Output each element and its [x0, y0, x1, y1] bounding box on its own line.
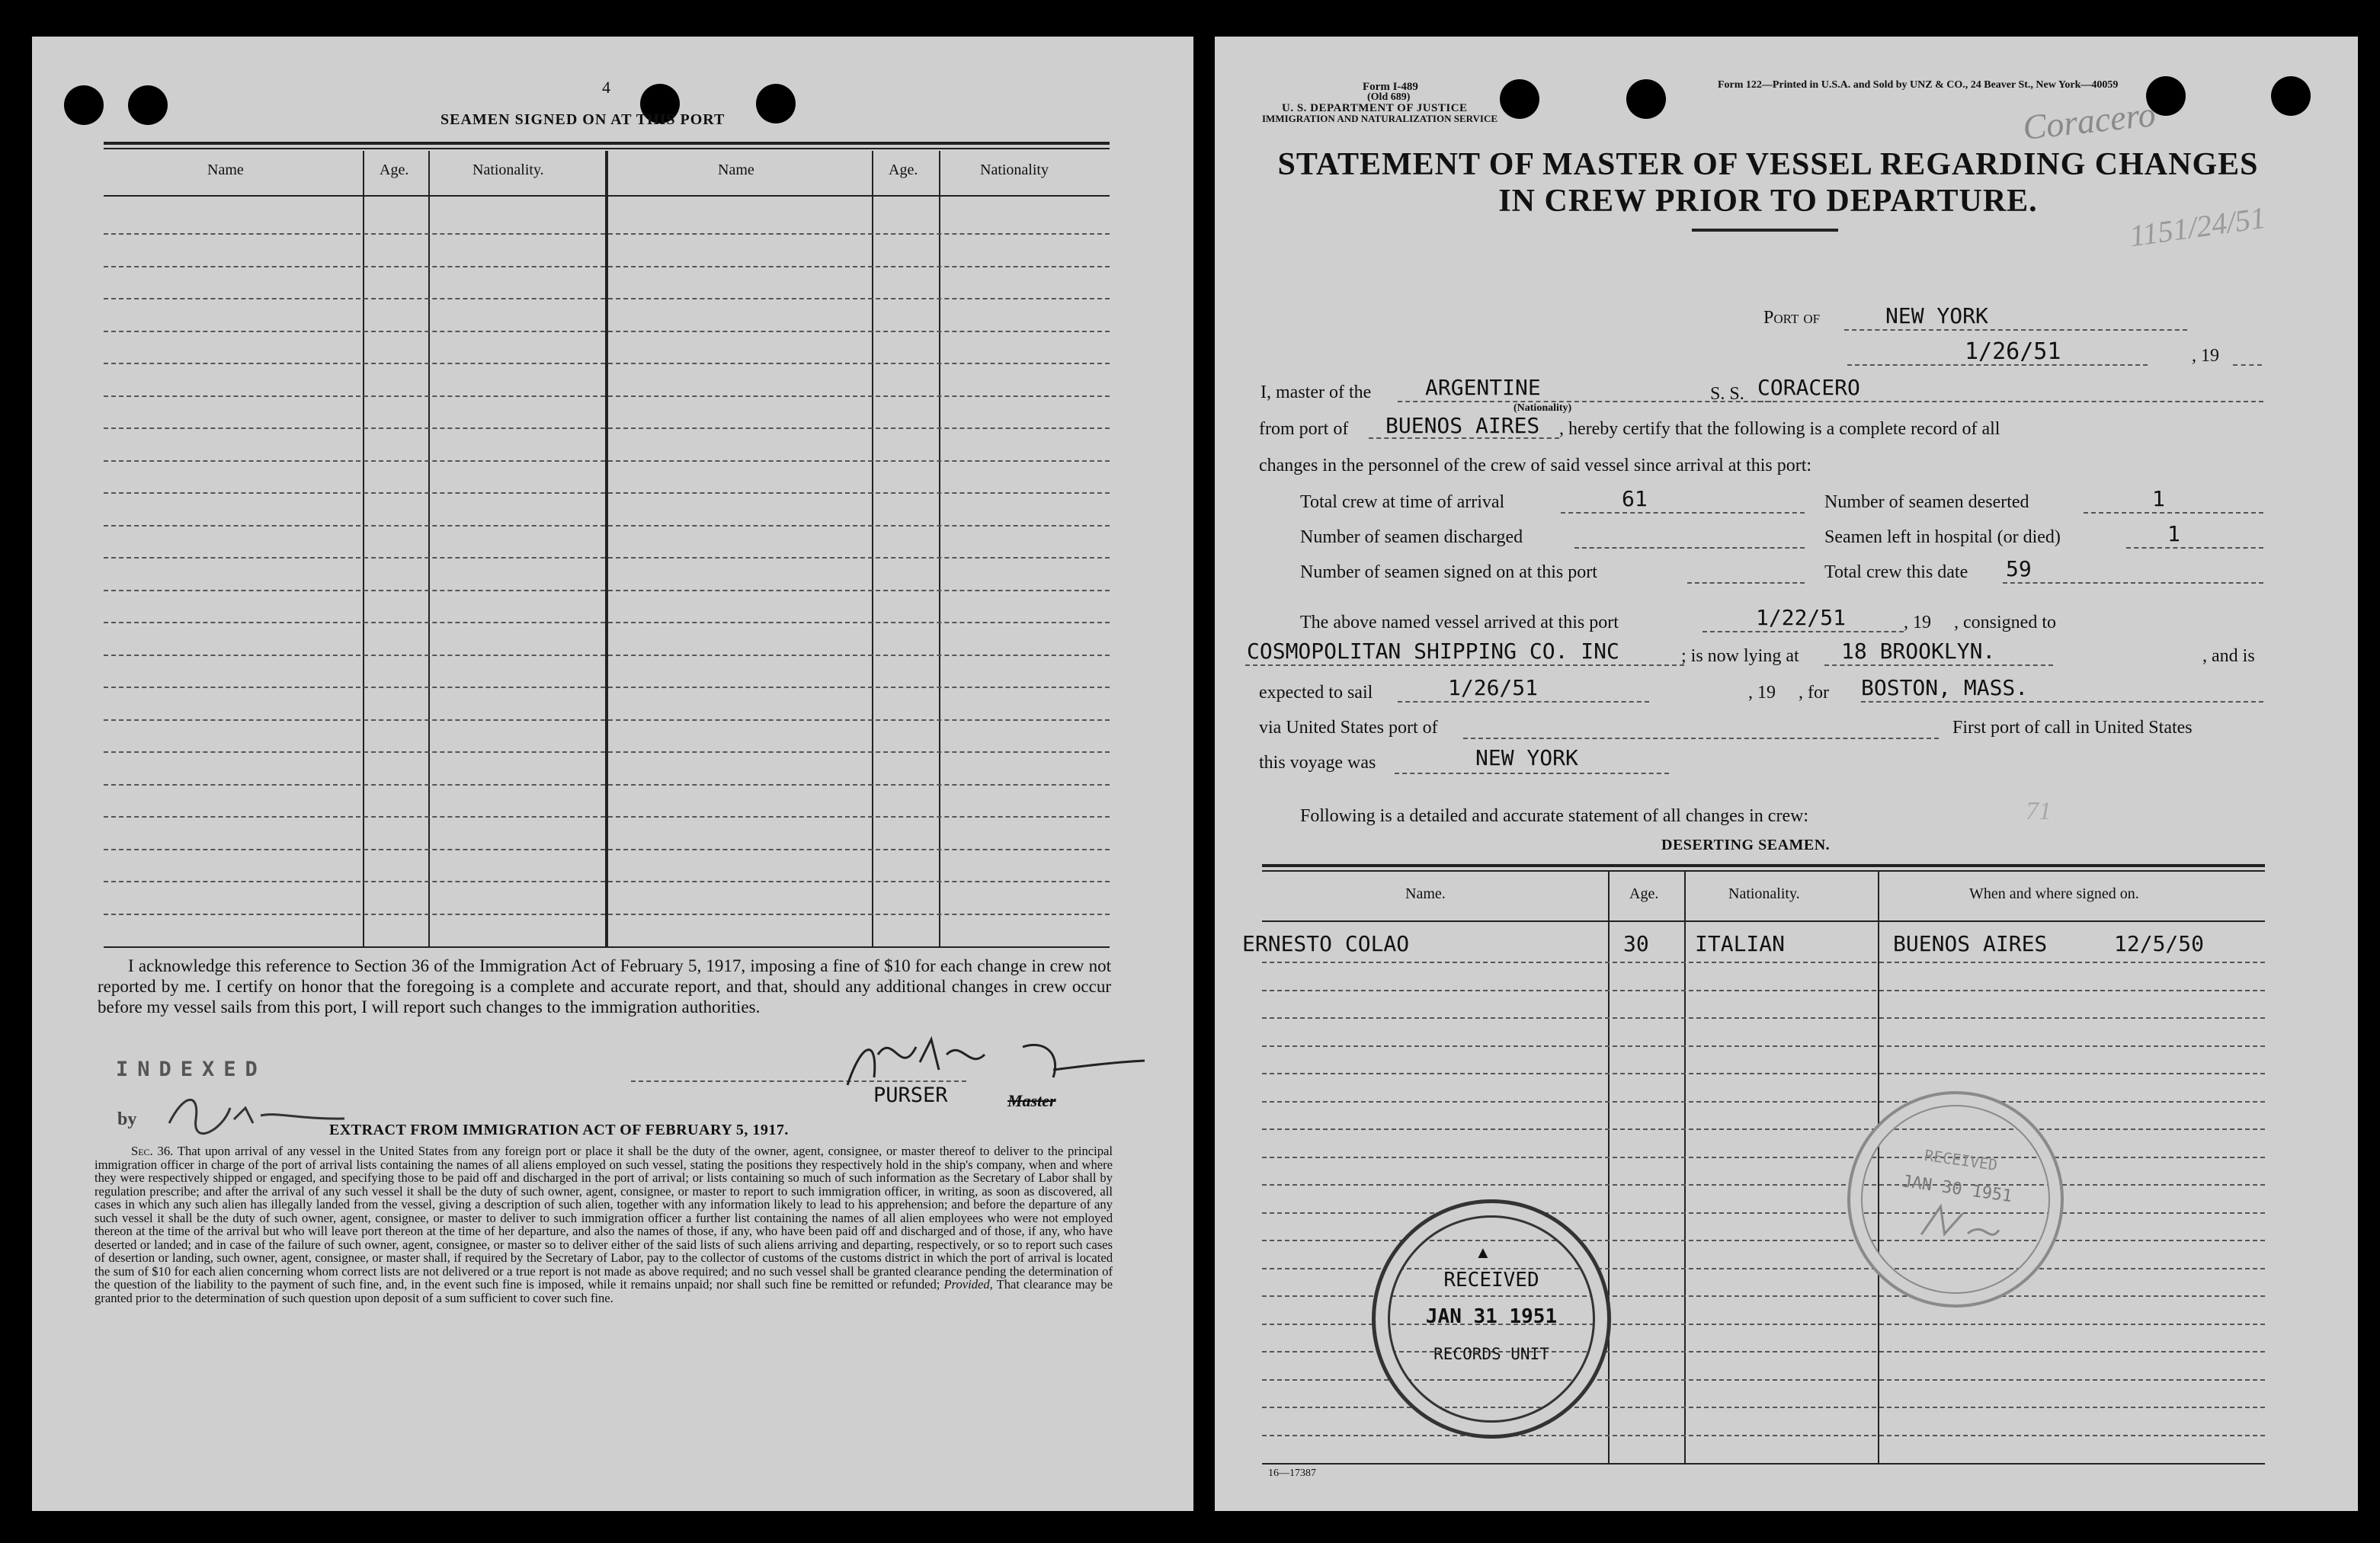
hospital-label: Seamen left in hospital (or died)	[1824, 527, 2061, 547]
ruled-line	[104, 590, 1110, 591]
ss-label: S. S.	[1710, 384, 1744, 404]
stamp-received-title: RECEIVED	[1443, 1269, 1539, 1292]
ruled-line	[104, 233, 1110, 235]
consigned-label: , 19 , consigned to	[1904, 613, 2056, 632]
punch-hole	[756, 84, 796, 123]
destination-value: BOSTON, MASS.	[1861, 675, 2029, 700]
punch-hole	[128, 85, 168, 125]
column-header-name: Name	[718, 162, 754, 178]
stamp-records-unit: RECORDS UNIT	[1433, 1345, 1549, 1363]
ruled-line	[1262, 1045, 2265, 1047]
ruled-line	[1262, 1157, 2265, 1158]
punch-hole	[1626, 79, 1666, 119]
stamp-received-date: JAN 31 1951	[1425, 1305, 1558, 1328]
form-footer-number: 16—17387	[1268, 1468, 1316, 1479]
ruled-line	[104, 395, 1110, 397]
extract-body: Sec. 36. That upon arrival of any vessel in the United States from any foreign port or place it shall be the duty of the owner, agent, consignee, or master thereof to deliver to the principal immigration officer in charge of the port of arrival lists containing the names of all aliens employed on such vessel, stating the positions they respectively hold in the ship's company, when and where they were respectively shipped or engaged, and specifying those to be paid off and discharged in the port of arrival; or lists containing so much of such information as the Secretary of Labor shall by regulation prescribe; and after the arrival of any such vessel it shall be the duty of such owner, agent, consignee, or master to report to such immigration officer, in writing, as soon as discovered, all cases in which any such alien has illegally landed from the vessel, giving a description of such alien, together with any information likely to lead to his apprehension; and before the departure of any such vessel it shall be the duty of such owner, agent, consignee, or master to deliver to such immigration officer a further list containing the names of all alien employees who were not employed thereon at the time of the arrival but who will leave port thereon at the time of her departure, and also the names of those, if any, who have been paid off and discharged and of those, if any, who have deserted or landed; and in case of the failure of such owner, agent, consignee, or master so to deliver either of the said lists of such aliens arriving and departing, respectively, or so to report such cases of desertion or landing, such owner, agent, consignee, or master shall, if required by the Secretary of Labor, pay to the collector of customs of the customs district in which the port of arrival is located the sum of $10 for each alien concerning whom correct lists are not delivered or a true report is not made as above required; and no such vessel shall be granted clearance pending the determination of the question of the liability to the payment of such fine, and, in the event such fine is imposed, while it remains unpaid; nor shall such fine be remitted or refunded; Provided, That clearance may be granted prior to the determination of such question upon deposit of a sum sufficient to cover such fine.	[94, 1144, 1113, 1305]
service-name: IMMIGRATION AND NATURALIZATION SERVICE	[1262, 113, 1498, 124]
port-value: NEW YORK	[1885, 303, 1988, 328]
voyage-label: this voyage was	[1259, 753, 1376, 773]
form-number: Form I-489	[1363, 81, 1418, 93]
ruled-line	[104, 784, 1110, 786]
ruled-line	[104, 719, 1110, 721]
ruled-line	[1262, 1435, 2265, 1436]
ruled-line	[104, 849, 1110, 850]
lying-label: ; is now lying at	[1681, 646, 1799, 666]
ruled-line	[104, 363, 1110, 364]
column-header-nationality: Nationality	[980, 162, 1049, 178]
ruled-line	[1262, 1128, 2265, 1130]
voyage-value: NEW YORK	[1475, 745, 1578, 770]
master-label: I, master of the	[1260, 383, 1372, 402]
left-page	[32, 37, 1193, 1511]
ruled-line	[104, 687, 1110, 688]
column-header-name: Name	[207, 162, 244, 178]
certification-text: I acknowledge this reference to Section 36 of the Immigration Act of February 5, 1917, imposing a fine of $10 for each change in crew not reported by me. I certify on honor that the foregoing is a complete and accurate report, and that, should any additional changes in crew occur before my vessel sails from this port, I will report such changes to the immigration authorities.	[98, 956, 1111, 1016]
ruled-line	[1262, 1017, 2265, 1019]
vessel-nationality: ARGENTINE	[1425, 375, 1541, 400]
ruled-line	[1262, 1101, 2265, 1103]
deserted-label: Number of seamen deserted	[1824, 492, 2029, 512]
ruled-line	[104, 331, 1110, 332]
pencil-mark: 71	[2026, 797, 2052, 825]
deserter-age: 30	[1623, 931, 1649, 956]
statement-date: 1/26/51	[1965, 338, 2061, 365]
date-suffix: , 19	[2192, 346, 2219, 366]
ruled-line	[104, 427, 1110, 429]
purser-title: PURSER	[873, 1084, 948, 1107]
lying-value: 18 BROOKLYN.	[1841, 639, 1996, 664]
table-header-signed-on: When and where signed on.	[1969, 885, 2139, 902]
ruled-line	[1262, 990, 2265, 991]
via-label: via United States port of	[1259, 718, 1438, 738]
vessel-name: CORACERO	[1757, 375, 1860, 400]
faint-received-stamp	[1834, 1077, 2078, 1322]
column-header-age: Age.	[380, 162, 409, 178]
ruled-line	[104, 460, 1110, 462]
form-title: STATEMENT OF MASTER OF VESSEL REGARDING CHANGES IN CREW PRIOR TO DEPARTURE.	[1277, 147, 2259, 219]
page-number: 4	[602, 78, 610, 97]
column-header-age: Age.	[889, 162, 918, 178]
deserter-name: ERNESTO COLAO	[1242, 931, 1410, 956]
form-old-number: (Old 689)	[1367, 91, 1411, 103]
stamp-arrow-icon: ▲	[1475, 1243, 1491, 1262]
handwritten-file-number: 1151/24/51	[2127, 200, 2268, 254]
port-label: Port of	[1763, 308, 1821, 328]
nationality-caption: (Nationality)	[1514, 402, 1572, 414]
ruled-line	[104, 881, 1110, 882]
changes-text: changes in the personnel of the crew of said vessel since arrival at this port:	[1259, 456, 1812, 475]
punch-hole	[64, 85, 104, 125]
deserting-heading: DESERTING SEAMEN.	[1661, 837, 1831, 853]
ruled-line	[104, 557, 1110, 559]
handwritten-ship-name: Coracero	[2020, 94, 2157, 147]
following-text: Following is a detailed and accurate statement of all changes in crew:	[1300, 806, 1809, 826]
arrived-label: The above named vessel arrived at this port	[1300, 613, 1619, 632]
ruled-line	[104, 266, 1110, 267]
struck-master-title: Master	[1007, 1091, 1056, 1110]
total-crew-arrival-value: 61	[1622, 486, 1648, 511]
ruled-line	[1262, 1184, 2265, 1186]
ruled-line	[104, 298, 1110, 299]
deserter-nationality: ITALIAN	[1695, 931, 1786, 956]
deserter-signed-place: BUENOS AIRES	[1893, 931, 2048, 956]
department-name: U. S. DEPARTMENT OF JUSTICE	[1282, 102, 1468, 114]
column-header-nationality: Nationality.	[472, 162, 544, 178]
received-stamp	[1372, 1199, 1611, 1439]
faint-stamp-initials	[1913, 1196, 2010, 1253]
faint-stamp-date: JAN 30 1951	[1900, 1172, 2013, 1207]
punch-hole	[2271, 76, 2311, 116]
ruled-line	[104, 622, 1110, 623]
certify-text: , hereby certify that the following is a complete record of all	[1559, 419, 2000, 439]
extract-heading: EXTRACT FROM IMMIGRATION ACT OF FEBRUARY 5, 1917.	[329, 1122, 789, 1138]
ruled-line	[104, 751, 1110, 753]
ruled-line	[104, 816, 1110, 818]
ruled-line	[104, 492, 1110, 494]
from-port-value: BUENOS AIRES	[1385, 413, 1540, 438]
section-heading: SEAMEN SIGNED ON AT THIS PORT	[440, 111, 726, 128]
faint-stamp-title: RECEIVED	[1923, 1145, 1999, 1175]
for-label: , 19 , for	[1748, 683, 1829, 703]
ruled-line	[104, 914, 1110, 915]
and-is-label: , and is	[2202, 646, 2255, 666]
from-port-label: from port of	[1259, 419, 1349, 439]
table-header-nationality: Nationality.	[1728, 885, 1800, 902]
ruled-line	[104, 655, 1110, 656]
ruled-line	[1262, 1073, 2265, 1074]
deserted-value: 1	[2152, 486, 2165, 511]
first-port-label: First port of call in United States	[1952, 718, 2193, 738]
table-header-age: Age.	[1629, 885, 1659, 902]
ruled-line	[1262, 962, 2265, 963]
indexed-stamp: INDEXED	[116, 1058, 267, 1081]
table-header-name: Name.	[1405, 885, 1446, 902]
arrived-date: 1/22/51	[1756, 605, 1847, 630]
signed-on-label: Number of seamen signed on at this port	[1300, 562, 1597, 582]
deserter-signed-date: 12/5/50	[2114, 931, 2205, 956]
consignee-value: COSMOPOLITAN SHIPPING CO. INC	[1247, 639, 1619, 664]
expected-label: expected to sail	[1259, 683, 1373, 703]
punch-hole	[1500, 79, 1539, 119]
right-page	[1215, 37, 2358, 1511]
ruled-line	[1262, 1212, 2265, 1214]
total-date-label: Total crew this date	[1824, 562, 1968, 582]
total-crew-arrival-label: Total crew at time of arrival	[1300, 492, 1505, 512]
by-label: by	[117, 1109, 137, 1129]
expected-date: 1/26/51	[1448, 675, 1539, 700]
discharged-label: Number of seamen discharged	[1300, 527, 1523, 547]
hospital-value: 1	[2167, 521, 2180, 546]
printer-note: Form 122—Printed in U.S.A. and Sold by UNZ & CO., 24 Beaver St., New York—40059	[1718, 79, 2119, 91]
total-date-value: 59	[2006, 556, 2032, 581]
ruled-line	[104, 525, 1110, 527]
